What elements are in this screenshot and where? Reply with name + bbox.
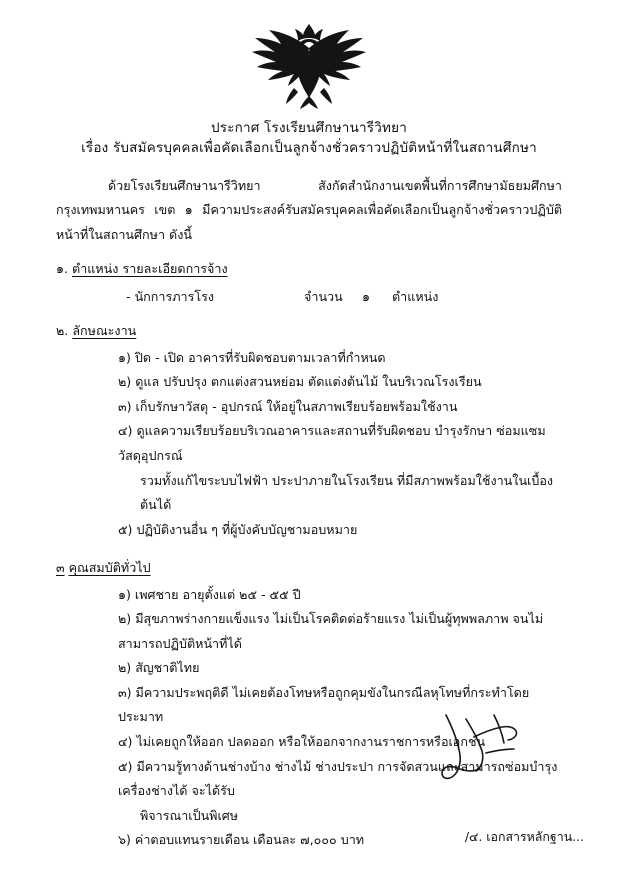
intro-paragraph: ด้วยโรงเรียนศึกษานารีวิทยา สังกัดสำนักงานเขตพื้นที่การศึกษามัธยมศึกษากรุงเทพมหานคร เขต ๑ มีความประสงค์รับสมัครบุคคลเพื่อคัดเลือกเป็นลูกจ้างชั่วคราวปฏิบัติหน้าที่ในสถานศึกษา ดังนี้ <box>56 177 562 242</box>
garuda-emblem <box>249 18 369 110</box>
principal-signature <box>436 707 522 785</box>
list-item: ๑) ปิด - เปิด อาคารที่รับผิดชอบตามเวลาที่กำหนด <box>118 349 386 365</box>
list-item: ๒) ดูแล ปรับปรุง ตกแต่งสวนหย่อม ตัดแต่งต้นไม้ ในบริเวณโรงเรียน <box>118 374 482 390</box>
footer-note: /๔. เอกสารหลักฐาน... <box>464 829 584 844</box>
section-2-number: ๒. <box>56 323 69 339</box>
list-item-continuation: รวมทั้งแก้ไขระบบไฟฟ้า ประปาภายในโรงเรียน ที่มีสภาพพร้อมใช้งานในเบื้องต้นได้ <box>140 472 554 513</box>
list-item-continuation: พิจารณาเป็นพิเศษ <box>140 807 239 823</box>
job-qty-number: ๑ <box>362 289 370 305</box>
list-item: ๓) มีความประพฤติดี ไม่เคยต้องโทษหรือถูกคุมขังในกรณีลหุโทษที่กระทำโดยประมาท <box>118 684 530 725</box>
job-dash: - <box>126 289 131 305</box>
list-item: ๓) เก็บรักษาวัสดุ - อุปกรณ์ ให้อยู่ในสภาพเรียบร้อยพร้อมใช้งาน <box>118 398 458 414</box>
section-3-title: คุณสมบัติทั่วไป <box>68 560 151 576</box>
document-header <box>0 118 618 160</box>
section-3-number: ๓ <box>56 560 65 576</box>
job-qty-label: จำนวน <box>304 289 343 305</box>
job-title <box>126 284 304 309</box>
section-2-title: ลักษณะงาน <box>72 323 137 339</box>
list-item: ๒) สัญชาติไทย <box>118 660 200 676</box>
list-item: ๕) มีความรู้ทางด้านช่างบ้าง ช่างไม้ ช่างประปา การจัดสวนและสามารถซ่อมบำรุงเครื่องช่างได้ จะได้รับ <box>118 758 558 799</box>
section-3-heading <box>56 556 562 581</box>
list-item: ๔) ดูแลความเรียบร้อยบริเวณอาคารและสถานที่รับผิดชอบ บำรุงรักษา ซ่อมแซมวัสดุอุปกรณ์ <box>118 423 546 463</box>
announcement-subject: เรื่อง รับสมัครบุคคลเพื่อคัดเลือกเป็นลูกจ้างชั่วคราวปฏิบัติหน้าที่ในสถานศึกษา <box>81 140 537 157</box>
emblem-container <box>0 0 618 110</box>
list-item: ๒) มีสุขภาพร่างกายแข็งแรง ไม่เป็นโรคติดต่อร้ายแรง ไม่เป็นผู้ทุพพลภาพ จนไม่สามารถปฏิบัติหน้าที่ได้ <box>118 611 544 651</box>
list-item: ๖) ค่าตอบแทนรายเดือน เดือนละ ๗,๐๐๐ บาท <box>118 832 365 848</box>
section-1-title: ตำแหน่ง รายละเอียดการจ้าง <box>72 261 228 277</box>
section-1-number: ๑. <box>56 261 68 277</box>
announcement-title: ประกาศ โรงเรียนศึกษานารีวิทยา <box>210 120 408 136</box>
job-qty-unit: ตำแหน่ง <box>392 289 439 305</box>
job-name-text: นักการภารโรง <box>134 289 215 305</box>
job-row <box>56 284 562 309</box>
section-2-heading <box>56 319 562 344</box>
list-item: ๑) เพศชาย อายุตั้งแต่ ๒๕ - ๕๕ ปี <box>118 586 301 602</box>
section-1-heading <box>56 257 562 282</box>
list-item: ๔) ไม่เคยถูกให้ออก ปลดออก หรือให้ออกจากงานราชการหรือเอกชน <box>118 733 486 749</box>
list-item: ๕) ปฏิบัติงานอื่น ๆ ที่ผู้บังคับบัญชามอบหมาย <box>118 521 358 537</box>
